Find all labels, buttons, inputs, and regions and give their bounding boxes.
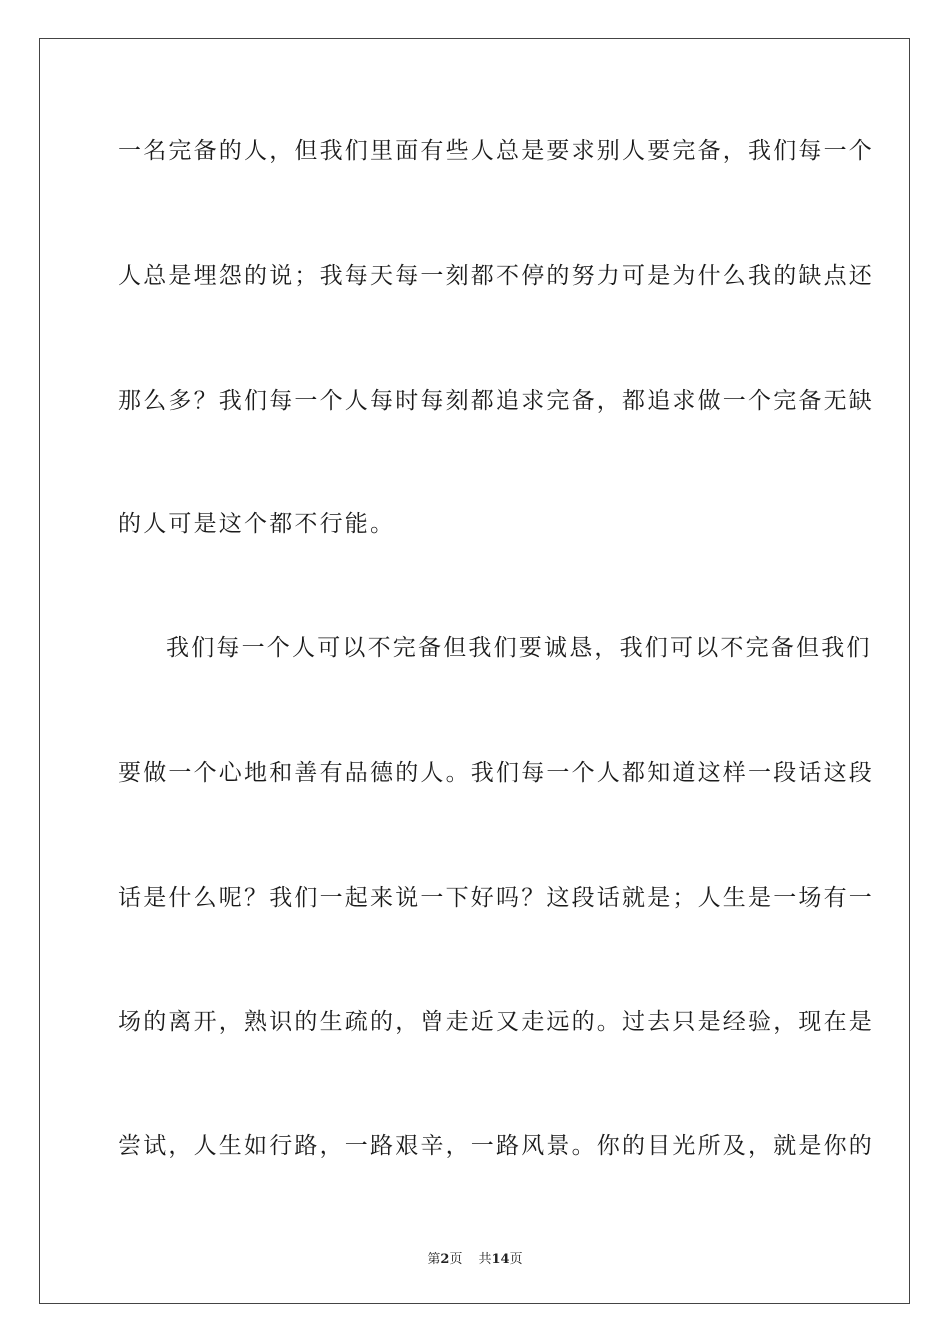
footer-page-number: 2	[440, 1252, 450, 1267]
footer-page-prefix: 第	[427, 1252, 441, 1267]
page-footer	[0, 1248, 950, 1267]
footer-page-suffix: 页	[449, 1252, 463, 1267]
body-text-line-3: 那么多？我们每一个人每时每刻都追求完备，都追求做一个完备无缺	[118, 388, 874, 414]
page-border	[39, 38, 910, 1304]
body-text-line-4: 的人可是这个都不行能。	[118, 511, 396, 537]
body-text-line-9: 尝试，人生如行路，一路艰辛，一路风景。你的目光所及，就是你的	[118, 1133, 874, 1159]
body-text-line-2: 人总是埋怨的说；我每天每一刻都不停的努力可是为什么我的缺点还	[118, 263, 874, 289]
body-text-line-6: 要做一个心地和善有品德的人。我们每一个人都知道这样一段话这段	[118, 760, 874, 786]
body-text-line-8: 场的离开，熟识的生疏的，曾走近又走远的。过去只是经验，现在是	[118, 1009, 874, 1035]
body-text-line-1: 一名完备的人，但我们里面有些人总是要求别人要完备，我们每一个	[118, 138, 874, 164]
body-text-line-7: 话是什么呢？我们一起来说一下好吗？这段话就是；人生是一场有一	[118, 885, 874, 911]
footer-total-pages: 14	[491, 1252, 510, 1267]
body-text-line-5: 我们每一个人可以不完备但我们要诚恳，我们可以不完备但我们	[166, 635, 872, 661]
footer-total-prefix: 共	[478, 1252, 492, 1267]
footer-total-suffix: 页	[509, 1252, 523, 1267]
